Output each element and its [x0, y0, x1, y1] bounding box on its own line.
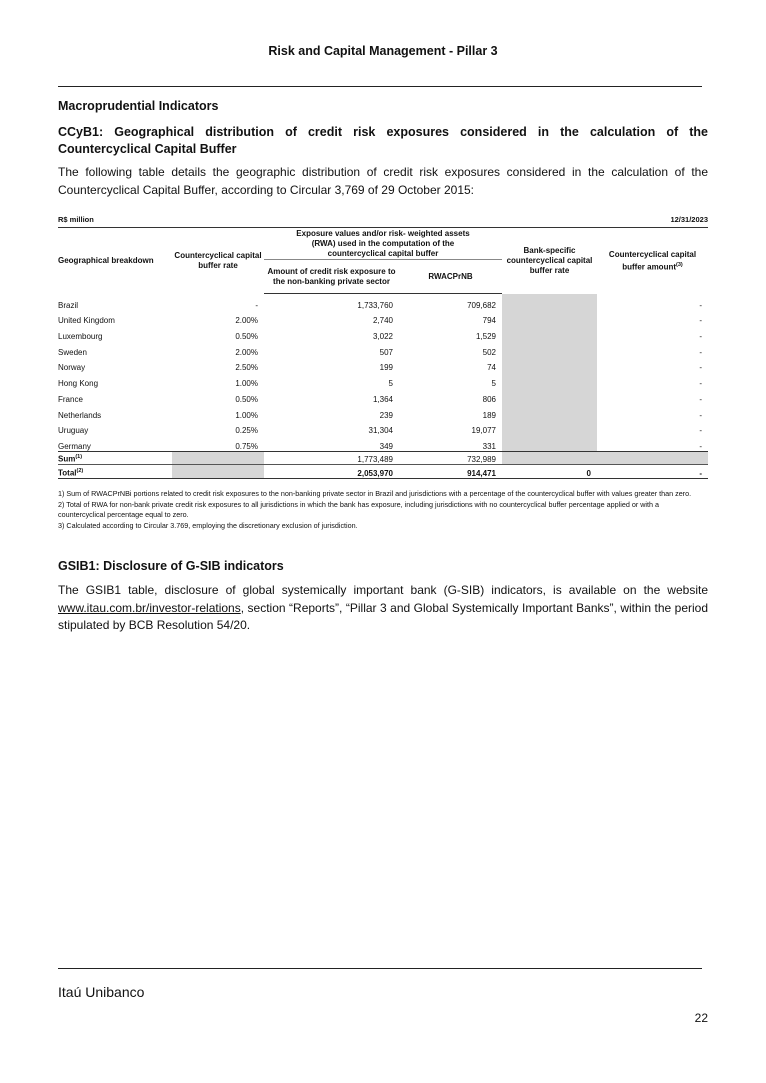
table-row: Hong Kong 1.00% 5 5 -	[58, 372, 708, 388]
ccyb1-table	[58, 229, 708, 479]
footnote-2: 2) Total of RWA for non-bank private credit risk exposures to all jurisdictions in which the bank has exposure, including jurisdictions with no countercyclical buffer percentage applied or with a countercyclical percentage equal to zero.	[58, 499, 659, 520]
footnote-1: 1) Sum of RWACPrNBi portions related to credit risk exposures to the non-banking private sector in Brazil and jurisdictions with a percentage of the countercyclical buffer with values greater than zero.	[58, 489, 692, 498]
header-rate: Countercyclical capital buffer rate	[174, 251, 262, 271]
section-title-gsib: GSIB1: Disclosure of G-SIB indicators	[58, 559, 284, 573]
header-rwa: RWACPrNB	[399, 260, 502, 294]
section-title-macroprudential: Macroprudential Indicators	[58, 99, 219, 113]
header-bank-rate: Bank-specific countercyclical capital buffer rate	[506, 246, 593, 276]
table-row: United Kingdom 2.00% 2,740 794 -	[58, 310, 708, 326]
ccyb1-intro: The following table details the geographic distribution of credit risk exposures considered in the calculation of the Countercyclical Capital Buffer, according to Circular 3,769 of 29 October 2015:	[58, 165, 708, 197]
table-row: Norway 2.50% 199 74 -	[58, 357, 708, 373]
table-row: Uruguay 0.25% 31,304 19,077 -	[58, 420, 708, 436]
header-buffer-amount: Countercyclical capital buffer amount$^{(3)}$	[608, 249, 697, 272]
table-row: Brazil - 1,733,760 709,682 -	[58, 294, 708, 310]
sum-row: Sum$^{(1)}$ 1,773,489 732,989	[58, 451, 708, 464]
header-amount: Amount of credit risk exposure to the non-banking private sector	[264, 260, 399, 294]
header-rule	[58, 86, 702, 87]
page-number: 22	[694, 1011, 708, 1025]
table-row: Netherlands 1.00% 239 189 -	[58, 404, 708, 420]
header-geo: Geographical breakdown	[58, 256, 154, 266]
total-row: Total$^{(2)}$ 2,053,970 914,471 0 -	[58, 464, 708, 478]
footnote-3: 3) Calculated according to Circular 3.769, employing the discretionary exclusion of jurisdiction.	[58, 521, 358, 531]
table-date: 12/31/2023	[670, 215, 708, 224]
table-unit: R$ million	[58, 215, 94, 224]
table-row: France 0.50% 1,364 806 -	[58, 388, 708, 404]
gsib-paragraph: The GSIB1 table, disclosure of global systemically important bank (G-SIB) indicators, is available on the website www.itau.com.br/investor-relations, section “Reports”, “Pillar 3 and Global Systemically Important Banks”, within the period stipulated by BCB Resolution 54/20.	[58, 583, 708, 632]
header-exposure-group: Exposure values and/or risk- weighted assets (RWA) used in the computation of the countercyclical capital buffer	[296, 229, 470, 258]
page-header: Risk and Capital Management - Pillar 3	[268, 44, 498, 58]
investor-relations-link[interactable]: www.itau.com.br/investor-relations	[58, 600, 241, 615]
table-top-rule	[58, 227, 708, 228]
table-footnotes	[58, 489, 708, 532]
table-row: Sweden 2.00% 507 502 -	[58, 341, 708, 357]
footer-rule	[58, 968, 702, 969]
table-row: Germany 0.75% 349 331 -	[58, 435, 708, 451]
ccyb1-title: CCyB1: Geographical distribution of credit risk exposures considered in the calculation of the Countercyclical Capital Buffer	[58, 125, 708, 156]
footer-company: Itaú Unibanco	[58, 984, 145, 1000]
table-row: Luxembourg 0.50% 3,022 1,529 -	[58, 325, 708, 341]
